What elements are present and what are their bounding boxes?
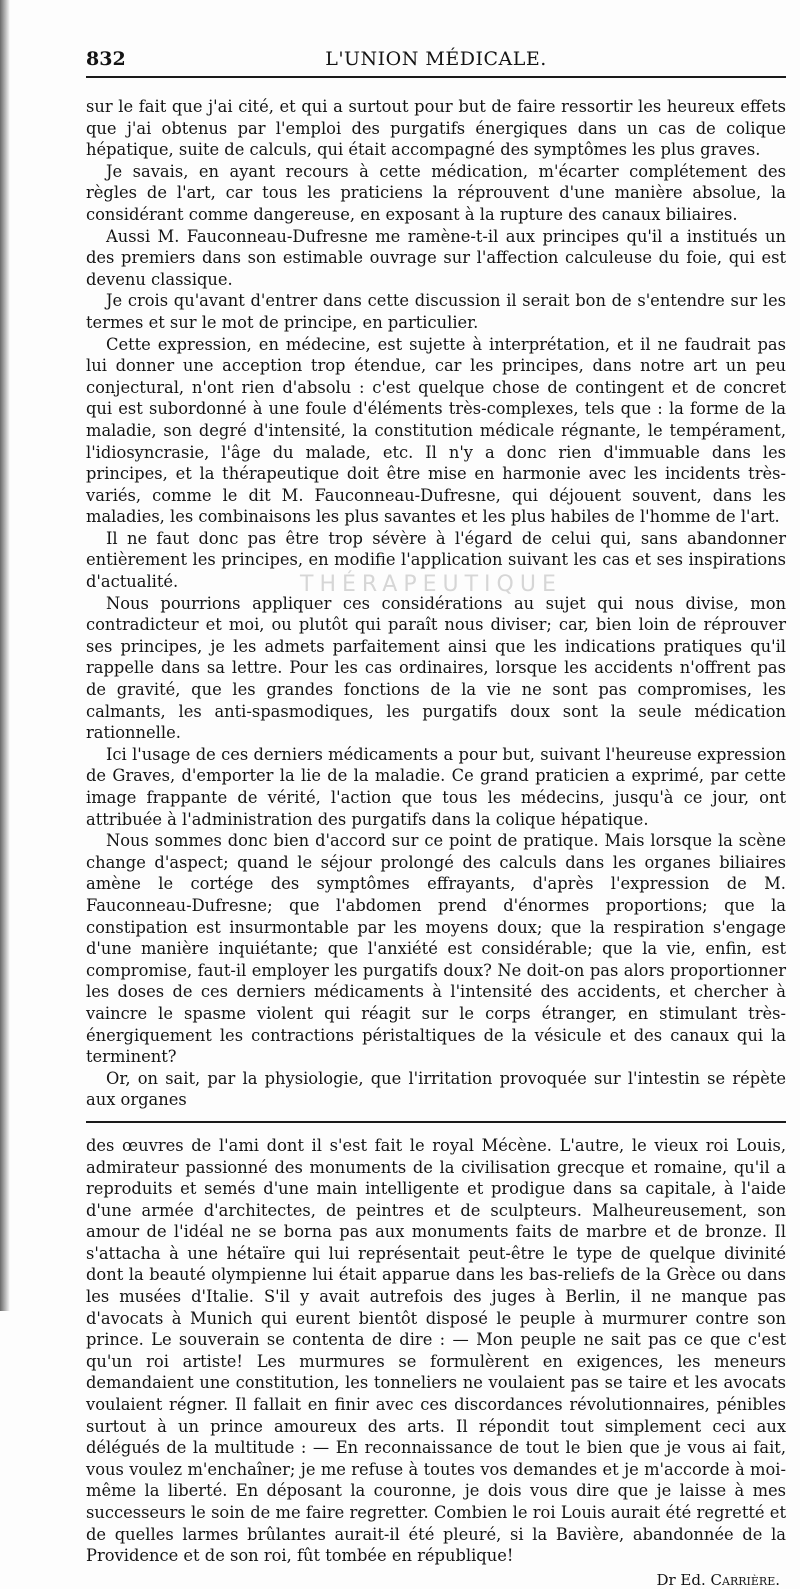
bleed-through-text: THÉRAPEUTIQUE — [300, 572, 562, 597]
signature-prefix: Dr Ed. — [656, 1570, 706, 1589]
paragraph: sur le fait que j'ai cité, et qui a surtout pour but de faire ressortir les heureux effets que j'ai obtenus par l'emploi des purgatifs énergiques dans un cas de colique hépatique, suite de calculs, qui était accompagné des symptômes les plus graves. — [86, 97, 786, 160]
running-title: L'UNION MÉDICALE. — [325, 48, 547, 70]
paragraph: Or, on sait, par la physiologie, que l'irritation provoquée sur l'intestin se répète aux organes — [86, 1068, 786, 1110]
paragraph: Nous sommes donc bien d'accord sur ce point de pratique. Mais lorsque la scène change d'aspect; quand le séjour prolongé des calculs dans les organes biliaires amène le cortége des symptômes effrayants, d'après l'expression de M. Fauconneau-Dufresne; que l'abdomen prend d'énormes proportions; que la constipation est insurmontable par les moyens doux; que la respiration s'engage d'une manière inquiétante; que l'anxiété est considérable; que la vie, enfin, est compromise, faut-il employer les purgatifs doux? Ne doit-on pas alors proportionner les doses de ces derniers médicaments à l'intensité des accidents, et chercher à vaincre le spasme violent qui réagit sur le corps étranger, en stimulant très-énergiquement les contractions péristaltiques de la vésicule et des canaux qui la terminent? — [86, 831, 786, 1067]
feuilleton-text: des œuvres de l'ami dont il s'est fait le royal Mécène. L'autre, le vieux roi Louis, admirateur passionné des monuments de la civilisation grecque et romaine, qu'il a reproduits et semés d'une main intelligente et prodigue dans sa capitale, à l'aide d'une armée d'architectes, de peintres et de sculpteurs. Malheureusement, son amour de l'idéal ne se borna pas aux monuments faits de marbre et de bronze. Il s'attacha à une hétaïre qui lui représentait peut-être le type de quelque divinité dont la beauté olympienne lui était apparue dans les bas-reliefs de la Grèce ou dans les musées d'Italie. S'il y avait autrefois des juges à Berlin, il ne manque pas d'avocats à Munich qui eurent bientôt disposé le peuple à murmurer contre son prince. Le souverain se contenta de dire : — Mon peuple ne sait pas ce que c'est qu'un roi artiste! Les murmures se formulèrent en exigences, les meneurs demandaient une constitution, les tonneliers ne voulaient pas se taire et les avocats voulaient régner. Il fallait en finir avec ces discordances révolutionnaires, pénibles surtout à un prince amoureux des arts. Il répondit tout simplement ceci aux délégués de la multitude : — En reconnaissance de tout le bien que je vous ai fait, vous voulez m'enchaîner; je me refuse à toutes vos demandes et je m'accorde à moi-même la liberté. En déposant la couronne, je dois vous dire que je laisse à mes successeurs le soin de me faire regretter. Combien le roi Louis aurait été regretté et de quelles larmes brûlantes aurait-il été pleuré, si la Bavière, abandonnée de la Providence et de son roi, fût tombée en république! — [86, 1135, 786, 1566]
paragraph: Cette expression, en médecine, est sujette à interprétation, et il ne faudrait pas lui donner une acception trop étendue, car les principes, dans notre art un peu conjectural, n'ont rien d'absolu : c'est quelque chose de contingent et de concret qui est subordonné à une foule d'éléments très-complexes, tels que : la forme de la maladie, son degré d'intensité, la constitution médicale régnante, le tempérament, l'idiosyncrasie, l'âge du malade, etc. Il n'y a donc rien d'immuable dans les principes, et la thérapeutique doit être mise en harmonie avec les incidents très-variés, comme le dit M. Fauconneau-Dufresne, qui déjouent souvent, dans les maladies, les combinaisons les plus savantes et les plus habiles de l'homme de l'art. — [86, 334, 786, 527]
page-number: 832 — [86, 48, 126, 70]
paragraph: Il ne faut donc pas être trop sévère à l'égard de celui qui, sans abandonner entièrement les principes, en modifie l'application suivant les cas et ses inspirations d'actualité. — [86, 528, 786, 592]
signature-name: Carrière. — [710, 1570, 780, 1589]
paragraph: Je crois qu'avant d'entrer dans cette discussion il serait bon de s'entendre sur les termes et sur le mot de principe, en particulier. — [86, 291, 786, 332]
paragraph: Ici l'usage de ces derniers médicaments a pour but, suivant l'heureuse expression de Graves, d'emporter la lie de la maladie. Ce grand praticien a exprimé, par cette image frappante de vérité, l'action que tous les médecins, jusqu'à ce jour, ont attribuée à l'administration des purgatifs dans la colique hépatique. — [86, 744, 786, 829]
paragraph: Aussi M. Fauconneau-Dufresne me ramène-t-il aux principes qu'il a institués un des premiers dans son estimable ouvrage sur l'affection calculeuse du foie, qui est devenu classique. — [86, 226, 786, 289]
article-body — [86, 96, 786, 1111]
paragraph: Nous pourrions appliquer ces considérations au sujet qui nous divise, mon contradicteur et moi, ou plutôt qui paraît nous diviser; car, bien loin de réprouver ses principes, je les admets parfaitement ainsi que les indications pratiques qu'il rappelle dans sa lettre. Pour les cas ordinaires, lorsque les accidents n'offrent pas de gravité, que les grandes fonctions de la vie ne sont pas compromises, les calmants, les anti-spasmodiques, les purgatifs doux sont la seule médication rationnelle. — [86, 593, 786, 743]
feuilleton-divider — [86, 1121, 786, 1123]
paragraph: Je savais, en ayant recours à cette médication, m'écarter complétement des règles de l'art, car tous les praticiens la réprouvent d'une manière absolue, la considérant comme dangereuse, en exposant à la rupture des canaux biliaires. — [86, 161, 786, 224]
feuilleton-section — [86, 1135, 786, 1589]
page-header — [86, 46, 786, 78]
author-signature — [86, 1571, 786, 1589]
